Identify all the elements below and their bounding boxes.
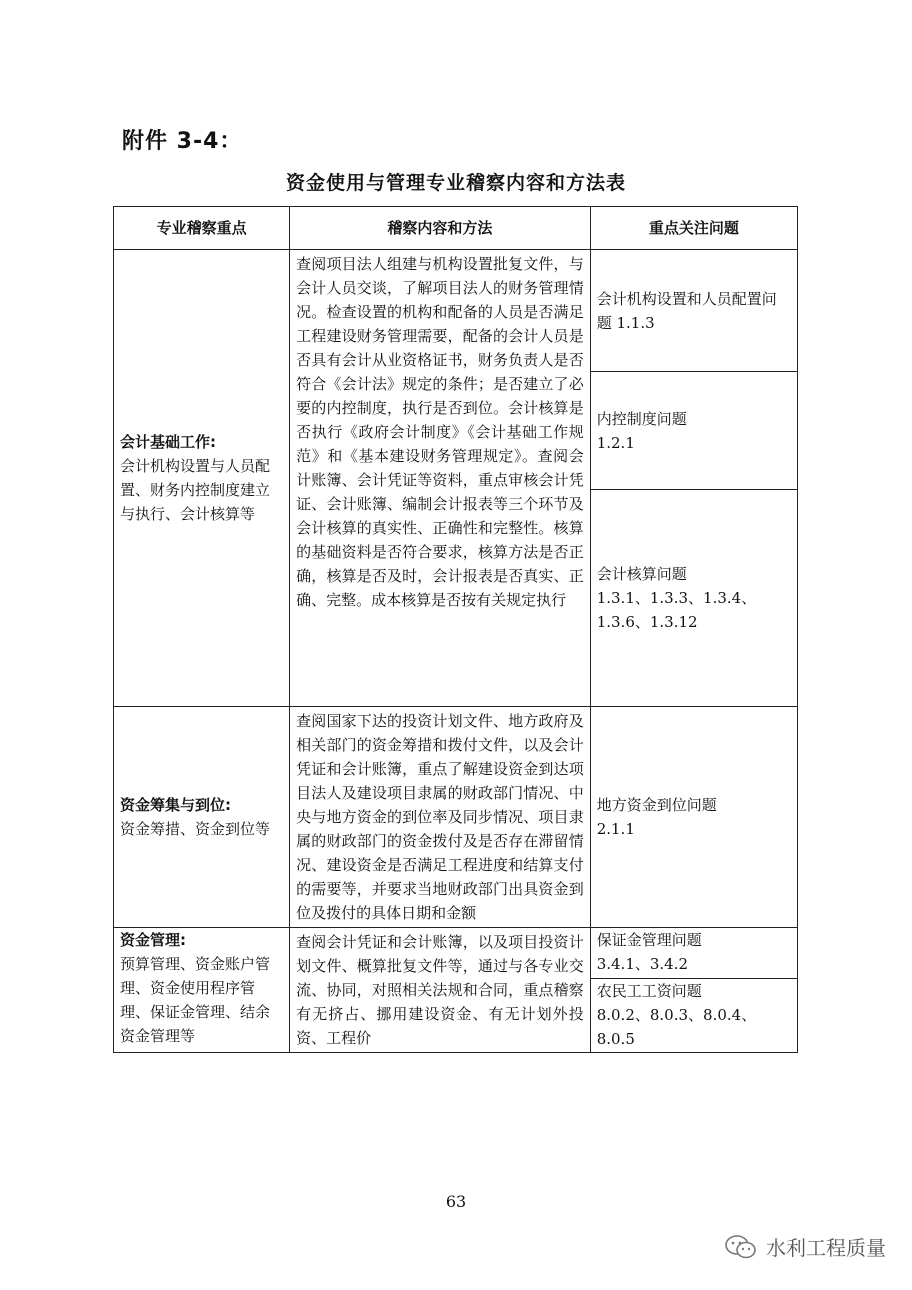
table-row [114, 928, 798, 979]
issue-code: 1.2.1 [596, 433, 635, 452]
issue-cell [590, 979, 797, 1053]
focus-cell [114, 707, 290, 928]
focus-title: 会计基础工作: [120, 433, 216, 451]
issue-code: 3.4.1、3.4.2 [596, 955, 689, 973]
issue-name: 保证金管理问题 [596, 931, 702, 949]
focus-desc: 会计机构设置与人员配置、财务内控制度建立与执行、会计核算等 [120, 457, 271, 523]
issue-name: 内控制度问题 [596, 409, 687, 428]
method-cell: 查阅项目法人组建与机构设置批复文件，与会计人员交谈，了解项目法人的财务管理情况。检查设置的机构和配备的人员是否满足工程建设财务管理需要，配备的会计人员是否具有会计从业资格证书，财务负责人是否符合《会计法》规定的条件；是否建立了必要的内控制度，执行是否到位。会计核算是否执行《政府会计制度》《会计基础工作规范》和《基本建设财务管理规定》。查阅会计账簿、会计凭证等资料，重点审核会计凭证、会计账簿、编制会计报表等三个环节及会计核算的真实性、正确性和完整性。核算的基础资料是否符合要求，核算方法是否正确，核算是否及时，会计报表是否真实、正确、完整。成本核算是否按有关规定执行 [290, 250, 591, 707]
issue-name: 会计机构设置和人员配置问题 1.1.3 [596, 289, 777, 332]
issue-code: 1.3.1、1.3.3、1.3.4、1.3.6、1.3.12 [596, 589, 757, 631]
page-number: 63 [445, 1192, 467, 1211]
watermark-text: 水利工程质量 [766, 1236, 886, 1260]
table-row [114, 250, 798, 372]
issue-cell [590, 250, 797, 372]
attachment-label: 附件 3-4： [122, 129, 243, 154]
issue-name: 农民工工资问题 [596, 982, 702, 1000]
method-cell: 查阅国家下达的投资计划文件、地方政府及相关部门的资金筹措和拨付文件，以及会计凭证和会计账簿，重点了解建设资金到达项目法人及建设项目隶属的财政部门情况、中央与地方资金的到位率及同步情况、项目隶属的财政部门的资金拨付及是否存在滞留情况、建设资金是否满足工程进度和结算支付的需要等，并要求当地财政部门出具资金到位及拨付的具体日期和金额 [290, 707, 591, 928]
focus-desc: 资金筹措、资金到位等 [120, 820, 271, 838]
issue-cell [590, 372, 797, 490]
inspection-table [113, 206, 798, 1053]
wechat-icon [724, 1234, 758, 1260]
focus-cell [114, 928, 290, 1053]
focus-title: 资金筹集与到位: [120, 796, 231, 814]
watermark [724, 1232, 886, 1261]
header-row [114, 207, 798, 250]
focus-desc: 预算管理、资金账户管理、资金使用程序管理、保证金管理、结余资金管理等 [120, 955, 271, 1045]
issue-cell [590, 490, 797, 707]
issue-cell [590, 707, 797, 928]
table-row [114, 707, 798, 928]
focus-cell [114, 250, 290, 707]
issue-code: 2.1.1 [596, 820, 635, 838]
header-method: 稽察内容和方法 [290, 207, 591, 250]
issue-code: 8.0.2、8.0.3、8.0.4、8.0.5 [596, 1006, 757, 1048]
header-issues: 重点关注问题 [590, 207, 797, 250]
focus-title: 资金管理: [120, 931, 186, 949]
issue-name: 地方资金到位问题 [596, 796, 717, 814]
issue-cell [590, 928, 797, 979]
table-title: 资金使用与管理专业稽察内容和方法表 [285, 172, 626, 194]
header-focus: 专业稽察重点 [114, 207, 290, 250]
issue-name: 会计核算问题 [596, 565, 687, 583]
method-cell: 查阅会计凭证和会计账簿，以及项目投资计划文件、概算批复文件等，通过与各专业交流、协同，对照相关法规和合同，重点稽察有无挤占、挪用建设资金、有无计划外投资、工程价 [290, 928, 591, 1053]
